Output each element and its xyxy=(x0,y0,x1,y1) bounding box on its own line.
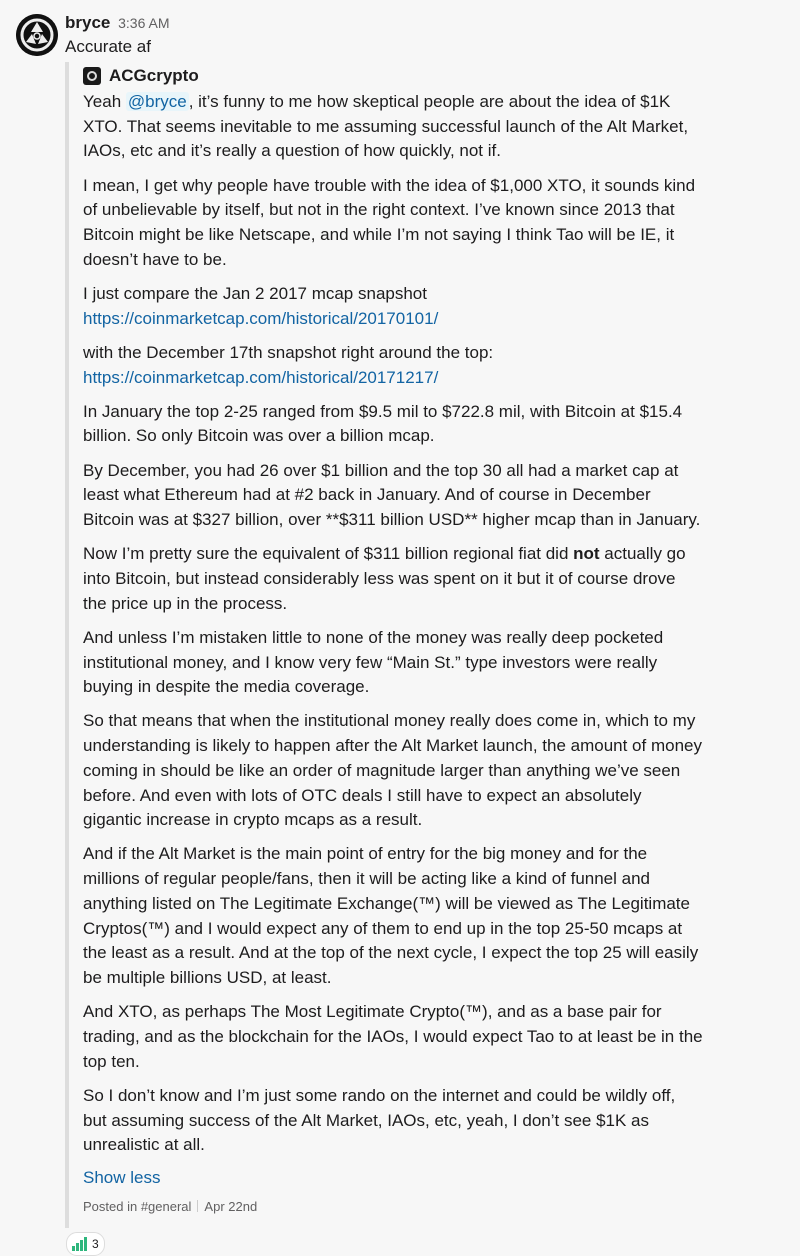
paragraph: So I don’t know and I’m just some rando on the internet and could be wildly off, but assuming success of the Alt Market, IAOs, etc, yeah, I don’t see $1K as unrealistic at all. xyxy=(83,1085,676,1155)
acgcrypto-avatar-icon xyxy=(83,67,101,85)
text: , it’s funny to me how skeptical people are about the idea of $1K XTO. That seems inevitable to me assuming successful launch of the Alt Market, IAOs, etc and it’s really a question of how quickly, not if. xyxy=(83,92,689,161)
paragraph xyxy=(83,341,703,390)
bold-text: not xyxy=(573,544,600,564)
record-logo-icon xyxy=(16,14,58,56)
paragraph xyxy=(83,542,703,616)
shared-message-meta xyxy=(83,1198,719,1216)
message-header xyxy=(65,11,169,35)
show-less-button[interactable]: Show less xyxy=(83,1168,161,1188)
paragraph xyxy=(83,90,703,164)
text: Now I’m pretty sure the equivalent of $311 billion regional fiat did xyxy=(83,544,574,564)
divider xyxy=(197,1200,198,1212)
paragraph: And XTO, as perhaps The Most Legitimate Crypto(™), and as a base pair for trading, and as the blockchain for the IAOs, I would expect Tao to at least be in the top ten. xyxy=(83,1002,703,1071)
reaction-button[interactable] xyxy=(66,1232,105,1256)
chart-increasing-icon xyxy=(72,1237,88,1251)
message-timestamp[interactable]: 3:36 AM xyxy=(118,15,170,31)
link-coinmarketcap-20170101[interactable]: https://coinmarketcap.com/historical/20170101/ xyxy=(83,308,439,328)
posted-in-channel[interactable]: Posted in #general xyxy=(83,1199,192,1215)
text: actually go into Bitcoin, but instead considerably less was spent on it but it of course drove the price up in the process. xyxy=(83,544,686,613)
message-text: Accurate af xyxy=(65,37,151,56)
paragraph: In January the top 2-25 ranged from $9.5 mil to $722.8 mil, with Bitcoin at $15.4 billion. So only Bitcoin was over a billion mcap. xyxy=(83,401,683,446)
shared-message xyxy=(65,62,719,1228)
paragraph: By December, you had 26 over $1 billion and the top 30 all had a market cap at least what Ethereum had at #2 back in January. And of course in December Bitcoin was at $327 billion, over **$311 billion USD** higher mcap than in January. xyxy=(83,460,701,530)
shared-message-header xyxy=(83,64,719,88)
reaction-count: 3 xyxy=(92,1237,99,1251)
text: I just compare the Jan 2 2017 mcap snapshot xyxy=(83,283,427,303)
paragraph: I mean, I get why people have trouble with the idea of $1,000 XTO, it sounds kind of unbelievable by itself, but not in the right context. I’ve known since 2013 that Bitcoin might be like Netscape, and while I’m not saying I think Tao will be IE, it doesn’t have to be. xyxy=(83,175,696,269)
message-author[interactable]: bryce xyxy=(65,13,111,32)
avatar[interactable] xyxy=(16,14,58,56)
paragraph xyxy=(83,282,703,331)
shared-message-date[interactable]: Apr 22nd xyxy=(204,1199,258,1215)
link-coinmarketcap-20171217[interactable]: https://coinmarketcap.com/historical/20171217/ xyxy=(83,367,439,387)
paragraph: So that means that when the institutional money really does come in, which to my understanding is likely to happen after the Alt Market launch, the amount of money coming in should be like an order of magnitude larger than anything we’ve seen before. And even with lots of OTC deals I still have to expect an absolutely gigantic increase in crypto mcaps as a result. xyxy=(83,711,702,830)
text: Yeah xyxy=(83,92,126,111)
user-mention[interactable]: @bryce xyxy=(127,92,187,111)
text: with the December 17th snapshot right around the top: xyxy=(83,342,494,362)
paragraph: And if the Alt Market is the main point of entry for the big money and for the millions of regular people/fans, then it will be acting like a kind of funnel and anything listed on The Legitimate Exchange(™) will be viewed as The Legitimate Cryptos(™) and I would expect any of them to end up in the top 25-50 mcaps at the least as a result. And at the top of the next cycle, I expect the top 25 will easily be multiple billions USD, at least. xyxy=(83,844,699,987)
paragraph: And unless I’m mistaken little to none of the money was really deep pocketed institutional money, and I know very few “Main St.” type investors were really buying in despite the media coverage. xyxy=(83,627,664,697)
shared-message-author[interactable]: ACGcrypto xyxy=(109,66,199,85)
